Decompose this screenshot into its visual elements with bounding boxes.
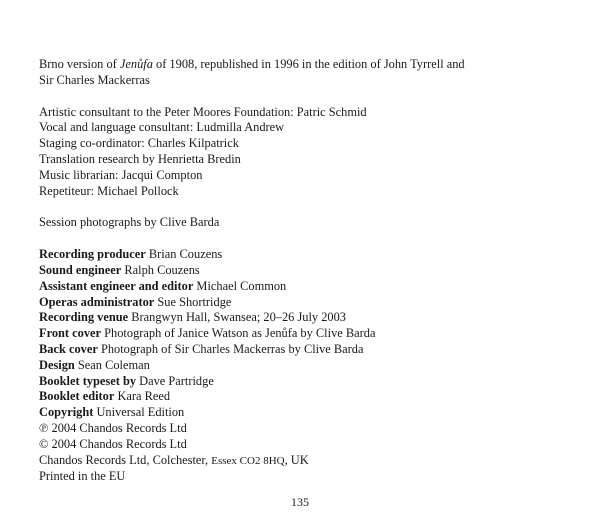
consultant-line: Staging co-ordinator: Charles Kilpatrick [39, 136, 239, 151]
credits-page [39, 57, 569, 485]
credit-line [39, 326, 569, 342]
edition-suffix: of 1908, republished in 1996 in the edition of John Tyrrell and [152, 57, 465, 71]
phonogram-line: ℗ 2004 Chandos Records Ltd [39, 420, 187, 435]
consultant-line: Artistic consultant to the Peter Moores Foundation: Patric Schmid [39, 104, 367, 119]
credit-value: Ralph Couzens [121, 262, 200, 277]
credit-role: Recording producer [39, 247, 146, 262]
credit-value: Sue Shortridge [154, 294, 232, 309]
credit-role: Recording venue [39, 310, 129, 325]
edition-line-2: Sir Charles Mackerras [39, 72, 150, 87]
credit-line [39, 263, 569, 279]
credit-line [39, 358, 569, 374]
address-start: Chandos Records Ltd, Colchester, [39, 452, 212, 467]
consultant-line: Music librarian: Jacqui Compton [39, 167, 203, 182]
copyright-line: © 2004 Chandos Records Ltd [39, 436, 187, 451]
credit-value: Michael Common [193, 278, 287, 293]
credit-role: Back cover [39, 341, 98, 356]
edition-prefix: Brno version of [39, 57, 120, 71]
printed-line: Printed in the EU [39, 469, 126, 484]
page-number: 135 [291, 495, 309, 509]
photographs-credit: Session photographs by Clive Barda [39, 215, 220, 230]
address-postcode: Essex CO2 8HQ [211, 454, 285, 467]
credit-value: Dave Partridge [136, 373, 214, 388]
edition-line-1 [39, 57, 569, 73]
spacer [39, 231, 569, 247]
address-end: , UK [284, 452, 309, 467]
spacer [39, 89, 569, 105]
credit-value: Sean Coleman [74, 357, 150, 372]
credit-role: Design [39, 357, 75, 372]
credit-line [39, 310, 569, 326]
credit-line [39, 279, 569, 295]
credit-role: Front cover [39, 326, 102, 341]
credit-role: Assistant engineer and editor [39, 278, 194, 293]
consultant-line: Vocal and language consultant: Ludmilla Andrew [39, 120, 285, 135]
credit-value: Photograph of Janice Watson as Jenůfa by Clive Barda [101, 326, 376, 341]
credit-value: Universal Edition [93, 405, 185, 420]
credit-value: Kara Reed [114, 389, 171, 404]
credit-role: Booklet typeset by [39, 373, 137, 388]
spacer [39, 199, 569, 215]
credit-role: Booklet editor [39, 389, 115, 404]
consultant-line: Translation research by Henrietta Bredin [39, 151, 241, 166]
credit-role: Operas administrator [39, 294, 155, 309]
credit-value: Photograph of Sir Charles Mackerras by Clive Barda [97, 341, 364, 356]
credit-value: Brian Couzens [145, 247, 223, 262]
credit-role: Sound engineer [39, 262, 122, 277]
credit-value: Brangwyn Hall, Swansea; 20–26 July 2003 [128, 310, 346, 325]
consultant-line: Repetiteur: Michael Pollock [39, 183, 179, 198]
credit-line [39, 342, 569, 358]
opera-title: Jenůfa [119, 57, 153, 71]
credit-line [39, 247, 569, 263]
credit-line [39, 405, 569, 421]
credit-role: Copyright [39, 405, 94, 420]
credit-line [39, 295, 569, 311]
credit-line [39, 374, 569, 390]
address-line [39, 453, 569, 470]
credit-line [39, 389, 569, 405]
